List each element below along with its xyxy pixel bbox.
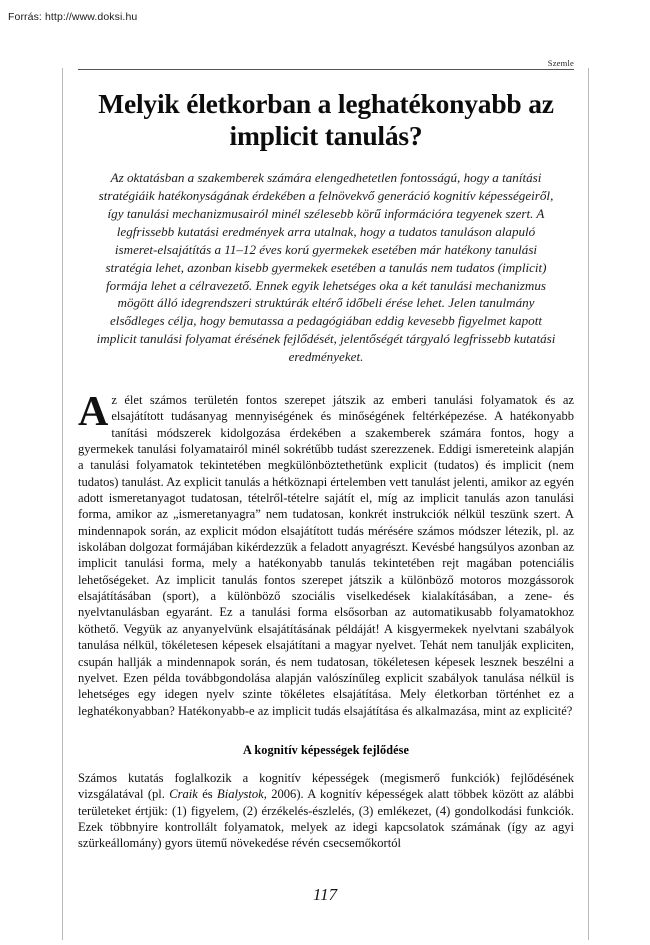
running-head (78, 58, 574, 72)
source-url-stamp: Forrás: http://www.doksi.hu (8, 11, 138, 23)
section-text-after-citation: , 2006). A kognitív képességek alatt többek között az alábbi területeket értjük: (1) figyelem, (2) érzékelés-észlelés, (3) emlékezet, (4) gondolkodási funkciók. Ezek többnyire kontrollált folyamatok, melyek az idegi kapcsolatok számának (így az agyi szürkeállomány) gyors ütemű növekedése révén csecsemőkortól (78, 787, 575, 851)
citation-author-craik: Craik (169, 787, 198, 802)
citation-conjunction: és (197, 787, 218, 802)
section-paragraph (78, 770, 574, 852)
body-text (78, 388, 574, 719)
document-page (78, 58, 574, 852)
body-paragraph: z élet számos területén fontos szerepet játszik az emberi tanulási folyamatok és az elsajátított tudásanyag mennyiségének és minőségének feltérképezése. A hatékonyabb tanítási módszerek kidolgozása érdekében a szakemberek számára fontos, hogy a gyermekek tanulási folyamatairól minél sokrétűbb tudást szerezzenek. Eddigi ismereteink alapján a tanulási folyamatok tekintetében megkülönböztethetünk explicit (tudatos) és implicit (nem tudatos) tanulást. Az explicit tanulás a hétköznapi értelemben vett tanulást jelenti, amikor az egyén adott ismeretanyagot tudatosan, tételről-tételre sajátít el, míg az implicit tanulás azon tanulási forma, amikor az „ismeretanyagra” nem tudatosan, konkrét instrukciók nélkül teszünk szert. A mindennapok során, az explicit módon elsajátított tudás mérésére számos módszer létezik, pl. az iskolában dolgozat formájában kikérdezzük a feladott anyagrészt. Kevésbé hangsúlyos azonban az implicit tanulási forma, mely a hatékonyabb tanulás tekintetében rejt magában potenciális lehetőségeket. Az implicit tanulás fontos szerepet játszik a különböző motoros mozgássorok elsajátításában (sport), a különböző szociális viselkedések kialakításában, a zene- és nyelvtanulásban egyaránt. Ez a tanulási forma elsősorban az automatikusabb folyamatokhoz köthető. Vegyük az anyanyelvünk elsajátításának példáját! A kisgyermekek nyelvtani szabályok tanulása nélkül, tökéletesen képesek elsajátítani a magyar nyelvet. Tehát nem tanulják expliciten, csupán hallják a mindennapok során, és nem tudatosan, tökéletesen képesek lesznek beszélni a nyelvet. Ezen példa továbbgondolása alapján valószínűleg explicit szabályok tanulása nélkül is lehetséges egy idegen nyelv szinte tökéletes elsajátítása. Mely életkorban történhet ez a leghatékonyabban? Hatékonyabb-e az implicit tudás elsajátítása és alkalmazása, mint az explicité? (78, 392, 574, 718)
section-text-before-citation: Számos kutatás foglalkozik a kognitív képességek (megismerő funkciók) fejlődésének vizsgálatával (pl. (78, 770, 574, 802)
header-rule (78, 69, 574, 70)
abstract: Az oktatásban a szakemberek számára elengedhetetlen fontosságú, hogy a tanítási stratégiáik hatékonyságának érdekében a felnövekvő generáció kognitív képességeiről, így tanulási mechanizmusairól minél szélesebb körű információra tegyenek szert. A legfrissebb kutatási eredmények arra utalnak, hogy a tudatos tanuláson alapuló ismeret-elsajátítás a 11–12 éves korú gyermekek esetében már hatékony tanulási stratégia lehet, azonban kisebb gyermekek esetében a tanulás nem tudatos (implicit) formája lehet a célravezető. Ennek egyik lehetséges oka a két tanulási mechanizmus mögött álló idegrendszeri struktúrák eltérő időbeli érése lehet. Jelen tanulmány elsődleges célja, hogy bemutassa a pedagógiában eddig kevesebb figyelmet kapott implicit tanulási folyamat érésének fejlődését, jelentőségét tárgyaló legfrissebb kutatási eredményeket. (96, 170, 556, 364)
citation-author-bialystok: Bialystok (217, 787, 264, 802)
page-number: 117 (312, 885, 338, 904)
running-head-label: Szemle (547, 58, 574, 68)
drop-cap: A (78, 388, 109, 435)
section-heading: A kognitív képességek fejlődése (243, 742, 409, 757)
page-title: Melyik életkorban a leghatékonyabb az implicit tanulás? (98, 88, 554, 152)
section-body (78, 770, 574, 852)
